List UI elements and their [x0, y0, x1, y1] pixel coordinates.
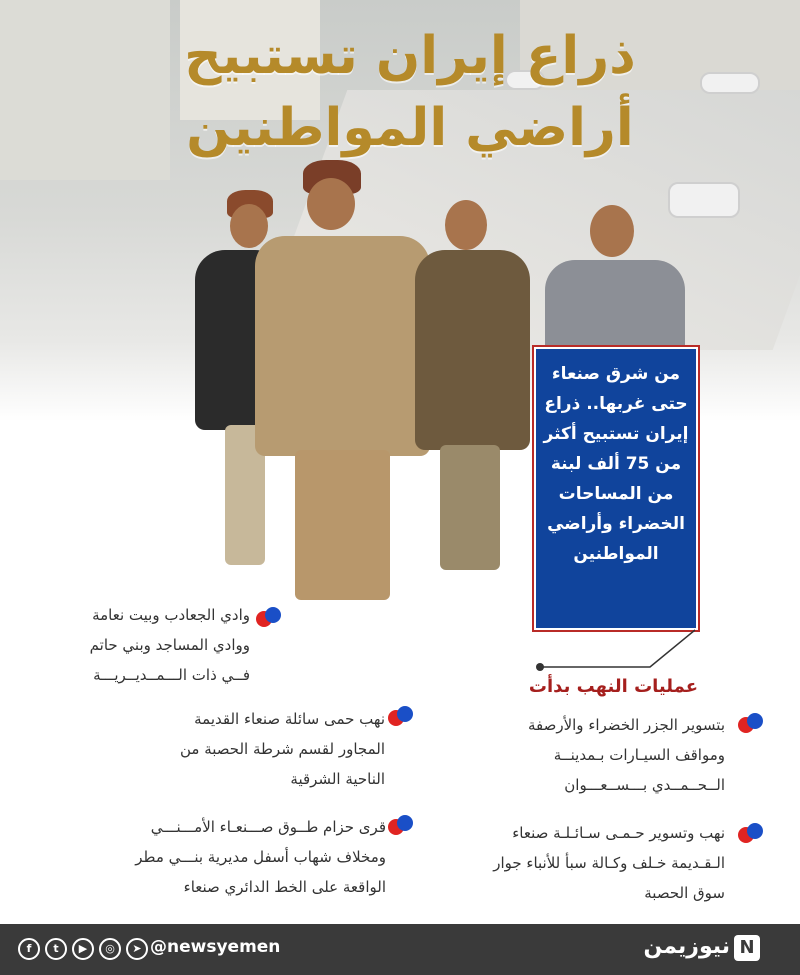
left-item-2	[175, 704, 385, 794]
headline-line-2: أراضي المواطنين	[186, 98, 634, 158]
facebook-icon[interactable]: f	[18, 938, 40, 960]
connector-line	[530, 625, 700, 675]
telegram-icon[interactable]: ➤	[126, 938, 148, 960]
right-item-2	[490, 818, 725, 908]
bullet-icon	[388, 706, 416, 730]
highlight-box	[534, 347, 698, 630]
youtube-icon[interactable]: ▶	[72, 938, 94, 960]
footer-bar	[0, 924, 800, 975]
social-handle[interactable]: @newsyemen	[150, 937, 281, 957]
bullet-icon	[388, 815, 416, 839]
right-item-1-text: بتسوير الجزر الخضراء والأرصفة ومواقف السيـارات بـمدينــة الــحــمــدي بـــســعـــوان	[527, 716, 725, 794]
right-item-1	[485, 710, 725, 800]
right-item-2-text: نهب وتسوير حـمـى سـائـلـة صنعاء الـقـديمة خـلف وكـالة سبأ للأنباء جوار سوق الحصبة	[493, 824, 725, 902]
highlight-text: من شرق صنعاء حتى غربها.. ذراع إيران تستبيح أكثر من 75 ألف لبنة من المساحات الخضراء وأراضي المواطنين	[543, 364, 689, 564]
left-item-3-text: قرى حزام طــوق صـــنعـاء الأمـــنـــي ومخلاف شهاب أسفل مديرية بنـــي مطر الواقعة على الخط الدائري صنعاء	[135, 818, 386, 896]
left-item-1	[60, 600, 250, 690]
twitter-icon[interactable]: t	[45, 938, 67, 960]
section-title: عمليات النهب بدأت	[528, 676, 698, 697]
social-icons	[18, 938, 148, 960]
left-item-2-text: نهب حمى سائلة صنعاء القديمة المجاور لقسم شرطة الحصبة من الناحية الشرقية	[179, 710, 385, 788]
bullet-icon	[256, 607, 284, 631]
headline-line-1: ذراع إيران تستبيح	[184, 26, 636, 86]
bullet-icon	[738, 713, 766, 737]
brand-logo-icon: N	[734, 935, 760, 961]
left-item-1-text: وادي الجعادب وبيت نعامة ووادي المساجد وبني حاتم فــي ذات الـــمــديــريـــة	[89, 606, 250, 684]
bullet-icon	[738, 823, 766, 847]
headline	[170, 20, 650, 164]
left-item-3	[128, 812, 386, 902]
brand-name: نيوزيمن	[643, 934, 730, 959]
instagram-icon[interactable]: ◎	[99, 938, 121, 960]
